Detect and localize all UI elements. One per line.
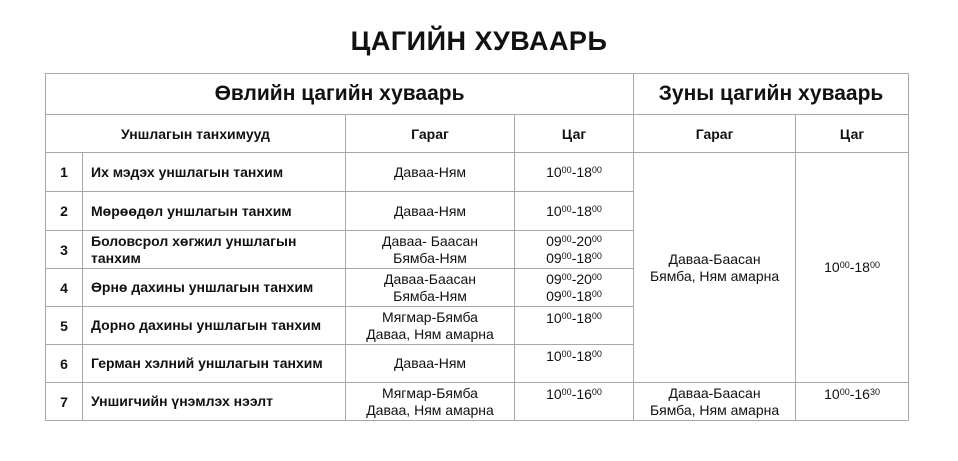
time-minutes: 00 [561,203,572,214]
winter-days [346,192,515,231]
winter-schedule-header: Өвлийн цагийн хуваарь [46,74,634,115]
winter-days [346,383,515,421]
time-range: $10^{00}-18^{00}$ [824,259,880,275]
time-minutes: 00 [591,271,602,282]
day-range: Бямба, Ням амарна [649,267,780,284]
day-range: Бямба-Ням [393,287,467,304]
time-minutes: 00 [561,288,572,299]
winter-time [515,153,634,192]
day-range: Даваа-Ням [393,355,467,371]
header-row-seasons [46,74,909,115]
summer-days [634,383,796,421]
summer-day-column-header: Гараг [634,115,796,153]
day-range: Мягмар-Бямба [382,384,478,401]
time-range: $09^{00}-20^{00}$ [546,270,602,287]
rooms-column-header: Уншлагын танхимууд [46,115,346,153]
day-range: Даваа, Ням амарна [366,325,494,342]
winter-day-column-header: Гараг [346,115,515,153]
time-minutes: 00 [561,311,572,321]
time-minutes: 00 [591,250,602,261]
room-name: Дорно дахины уншлагын танхим [83,307,346,345]
winter-days [346,153,515,192]
time-minutes: 00 [591,164,602,175]
room-name: Герман хэлний уншлагын танхим [83,345,346,383]
page-title: ЦАГИЙН ХУВААРЬ [350,26,608,56]
time-minutes: 00 [591,203,602,214]
summer-time [796,153,909,383]
time-minutes: 00 [591,387,602,397]
row-number: 6 [46,345,83,383]
day-range: Даваа-Баасан [668,384,761,401]
room-name: Боловсрол хөгжил уншлагын танхим [83,231,346,269]
day-range: Даваа- Баасан [382,232,478,249]
time-range: $10^{00}-18^{00}$ [546,310,602,326]
summer-time-column-header: Цаг [796,115,909,153]
winter-days [346,269,515,307]
winter-time [515,192,634,231]
time-minutes: 00 [591,288,602,299]
winter-time [515,307,634,345]
time-range: $09^{00}-20^{00}$ [546,232,602,249]
winter-time [515,345,634,383]
time-range: $09^{00}-18^{00}$ [546,249,602,266]
winter-time [515,269,634,307]
time-range: $10^{00}-18^{00}$ [546,163,602,180]
time-minutes: 30 [869,387,880,397]
time-range: $10^{00}-18^{00}$ [546,202,602,219]
time-minutes: 00 [561,233,572,244]
room-name: Уншигчийн үнэмлэх нээлт [83,383,346,421]
day-range: Даваа-Баасан [668,250,761,267]
winter-time [515,231,634,269]
winter-time-column-header: Цаг [515,115,634,153]
time-range: $10^{00}-18^{00}$ [546,348,602,364]
time-minutes: 00 [561,164,572,175]
winter-time [515,383,634,421]
row-number: 5 [46,307,83,345]
summer-schedule-header: Зуны цагийн хуваарь [634,74,909,115]
row-number: 4 [46,269,83,307]
summer-days [634,153,796,383]
row-number: 2 [46,192,83,231]
row-number: 3 [46,231,83,269]
row-number: 1 [46,153,83,192]
winter-days [346,307,515,345]
summer-time [796,383,909,421]
time-range: $09^{00}-18^{00}$ [546,287,602,304]
day-range: Даваа, Ням амарна [366,401,494,418]
time-minutes: 00 [591,349,602,359]
time-range: $10^{00}-16^{30}$ [824,386,880,402]
winter-days [346,231,515,269]
header-row-columns [46,115,909,153]
day-range: Даваа-Ням [393,202,467,219]
time-minutes: 00 [591,311,602,321]
time-minutes: 00 [839,260,850,270]
winter-days [346,345,515,383]
time-minutes: 00 [869,260,880,270]
time-range: $10^{00}-16^{00}$ [546,386,602,402]
room-name: Өрнө дахины уншлагын танхим [83,269,346,307]
day-range: Мягмар-Бямба [382,308,478,325]
time-minutes: 00 [561,387,572,397]
table-row [46,383,909,421]
time-minutes: 00 [561,250,572,261]
schedule-table [45,73,909,421]
day-range: Бямба-Ням [393,249,467,266]
day-range: Даваа-Баасан [383,270,477,287]
time-minutes: 00 [561,271,572,282]
time-minutes: 00 [561,349,572,359]
day-range: Даваа-Ням [393,163,467,180]
day-range: Бямба, Ням амарна [649,401,780,418]
room-name: Мөрөөдөл уншлагын танхим [83,192,346,231]
table-row [46,153,909,192]
row-number: 7 [46,383,83,421]
time-minutes: 00 [839,387,850,397]
time-minutes: 00 [591,233,602,244]
room-name: Их мэдэх уншлагын танхим [83,153,346,192]
